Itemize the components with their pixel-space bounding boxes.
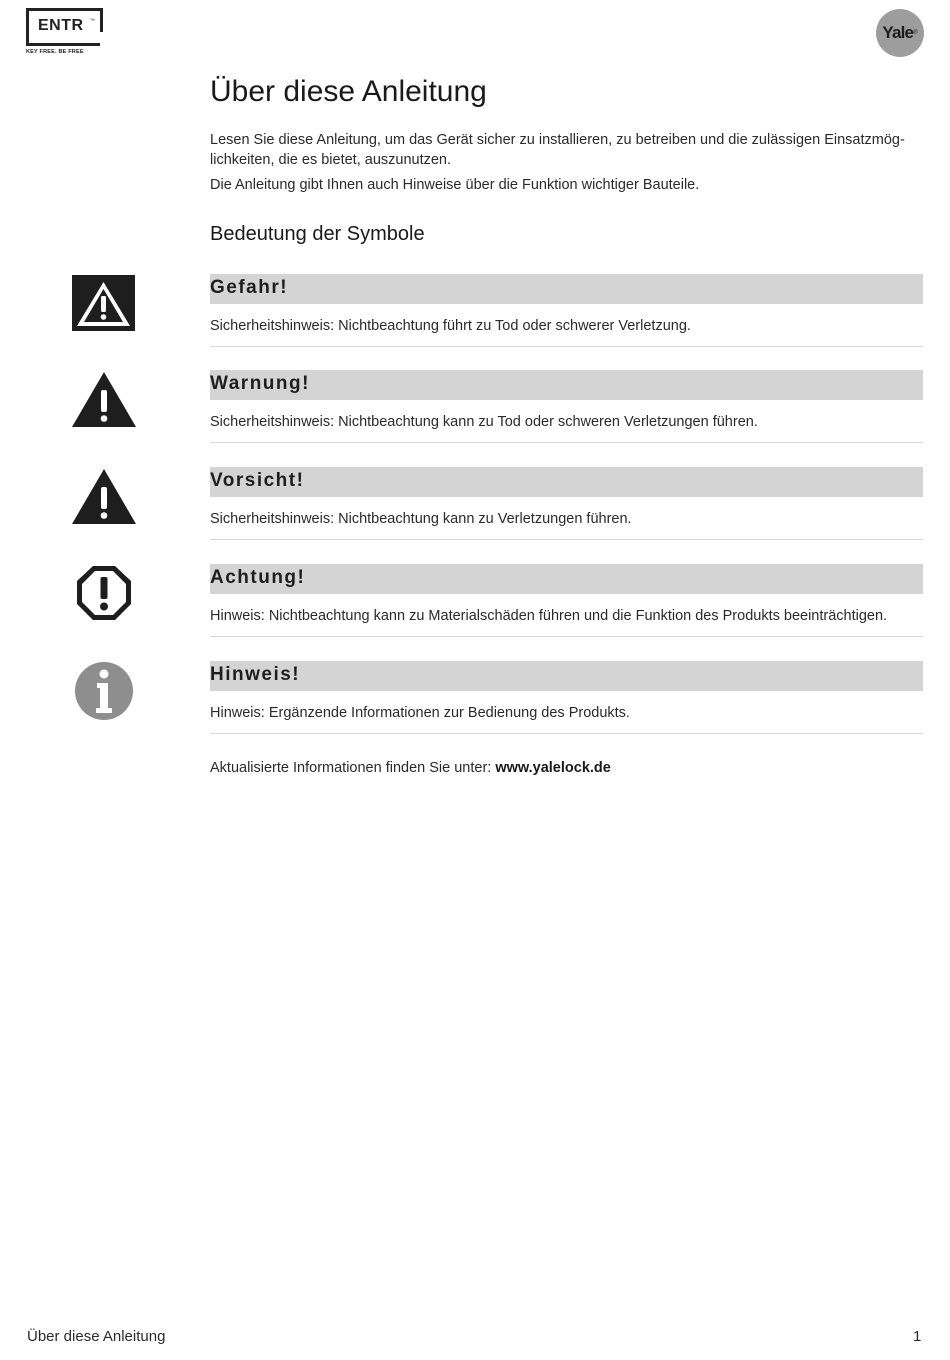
divider xyxy=(210,346,923,347)
intro-text xyxy=(210,130,922,195)
symbol-label-bar xyxy=(210,467,923,497)
symbol-description: Sicherheitshinweis: Nichtbeachtung führt zu Tod oder schwerer Verletzung. xyxy=(210,318,691,334)
website-link[interactable]: www.yalelock.de xyxy=(495,760,611,776)
divider xyxy=(210,442,923,443)
page-title: Über diese Anleitung xyxy=(210,75,487,108)
symbol-label: Achtung! xyxy=(210,567,306,588)
intro-paragraph-1: Lesen Sie diese Anleitung, um das Gerät sicher zu installieren, zu betreiben und die zulässigen Einsatzmög-lichkeiten, die es bietet, auszunutzen. xyxy=(210,132,905,168)
danger-square-icon xyxy=(70,274,138,334)
symbol-description: Sicherheitshinweis: Nichtbeachtung kann zu Verletzungen führen. xyxy=(210,511,632,527)
symbol-label: Warnung! xyxy=(210,373,310,394)
page-number: 1 xyxy=(913,1328,922,1345)
symbol-row-attention xyxy=(0,564,950,644)
main-content xyxy=(210,72,922,247)
symbols-heading: Bedeutung der Symbole xyxy=(210,223,425,245)
symbol-label-bar xyxy=(210,564,923,594)
yale-registered-mark: ® xyxy=(913,30,918,36)
footer-title: Über diese Anleitung xyxy=(27,1328,166,1345)
info-circle-icon xyxy=(70,661,138,721)
entr-logo-text: ENTR xyxy=(38,17,84,34)
symbol-label-bar xyxy=(210,274,923,304)
symbol-row-caution xyxy=(0,467,950,547)
entr-tagline: KEY FREE. BE FREE xyxy=(26,49,84,55)
symbol-row-warning xyxy=(0,370,950,450)
attention-octagon-icon xyxy=(70,564,138,624)
yale-logo xyxy=(876,9,924,57)
symbol-label: Gefahr! xyxy=(210,277,289,298)
updated-info xyxy=(210,758,611,778)
divider xyxy=(210,636,923,637)
symbol-row-danger xyxy=(0,274,950,354)
symbol-description: Hinweis: Nichtbeachtung kann zu Materialschäden führen und die Funktion des Produkts beeinträchtigen. xyxy=(210,608,888,624)
symbol-label-bar xyxy=(210,370,923,400)
warning-triangle-icon xyxy=(70,370,138,430)
intro-paragraph-2: Die Anleitung gibt Ihnen auch Hinweise über die Funktion wichtiger Bauteile. xyxy=(210,177,700,193)
symbol-label: Hinweis! xyxy=(210,664,301,685)
symbol-row-note xyxy=(0,661,950,741)
symbol-description: Hinweis: Ergänzende Informationen zur Bedienung des Produkts. xyxy=(210,705,630,721)
caution-triangle-icon xyxy=(70,467,138,527)
divider xyxy=(210,539,923,540)
entr-logo xyxy=(26,8,102,58)
entr-trademark: ™ xyxy=(90,18,95,24)
symbol-description: Sicherheitshinweis: Nichtbeachtung kann zu Tod oder schweren Verletzungen führen. xyxy=(210,414,758,430)
updated-info-text: Aktualisierte Informationen finden Sie unter: xyxy=(210,760,496,776)
symbol-label-bar xyxy=(210,661,923,691)
yale-logo-text: Yale xyxy=(882,23,914,42)
symbol-label: Vorsicht! xyxy=(210,470,305,491)
divider xyxy=(210,733,923,734)
